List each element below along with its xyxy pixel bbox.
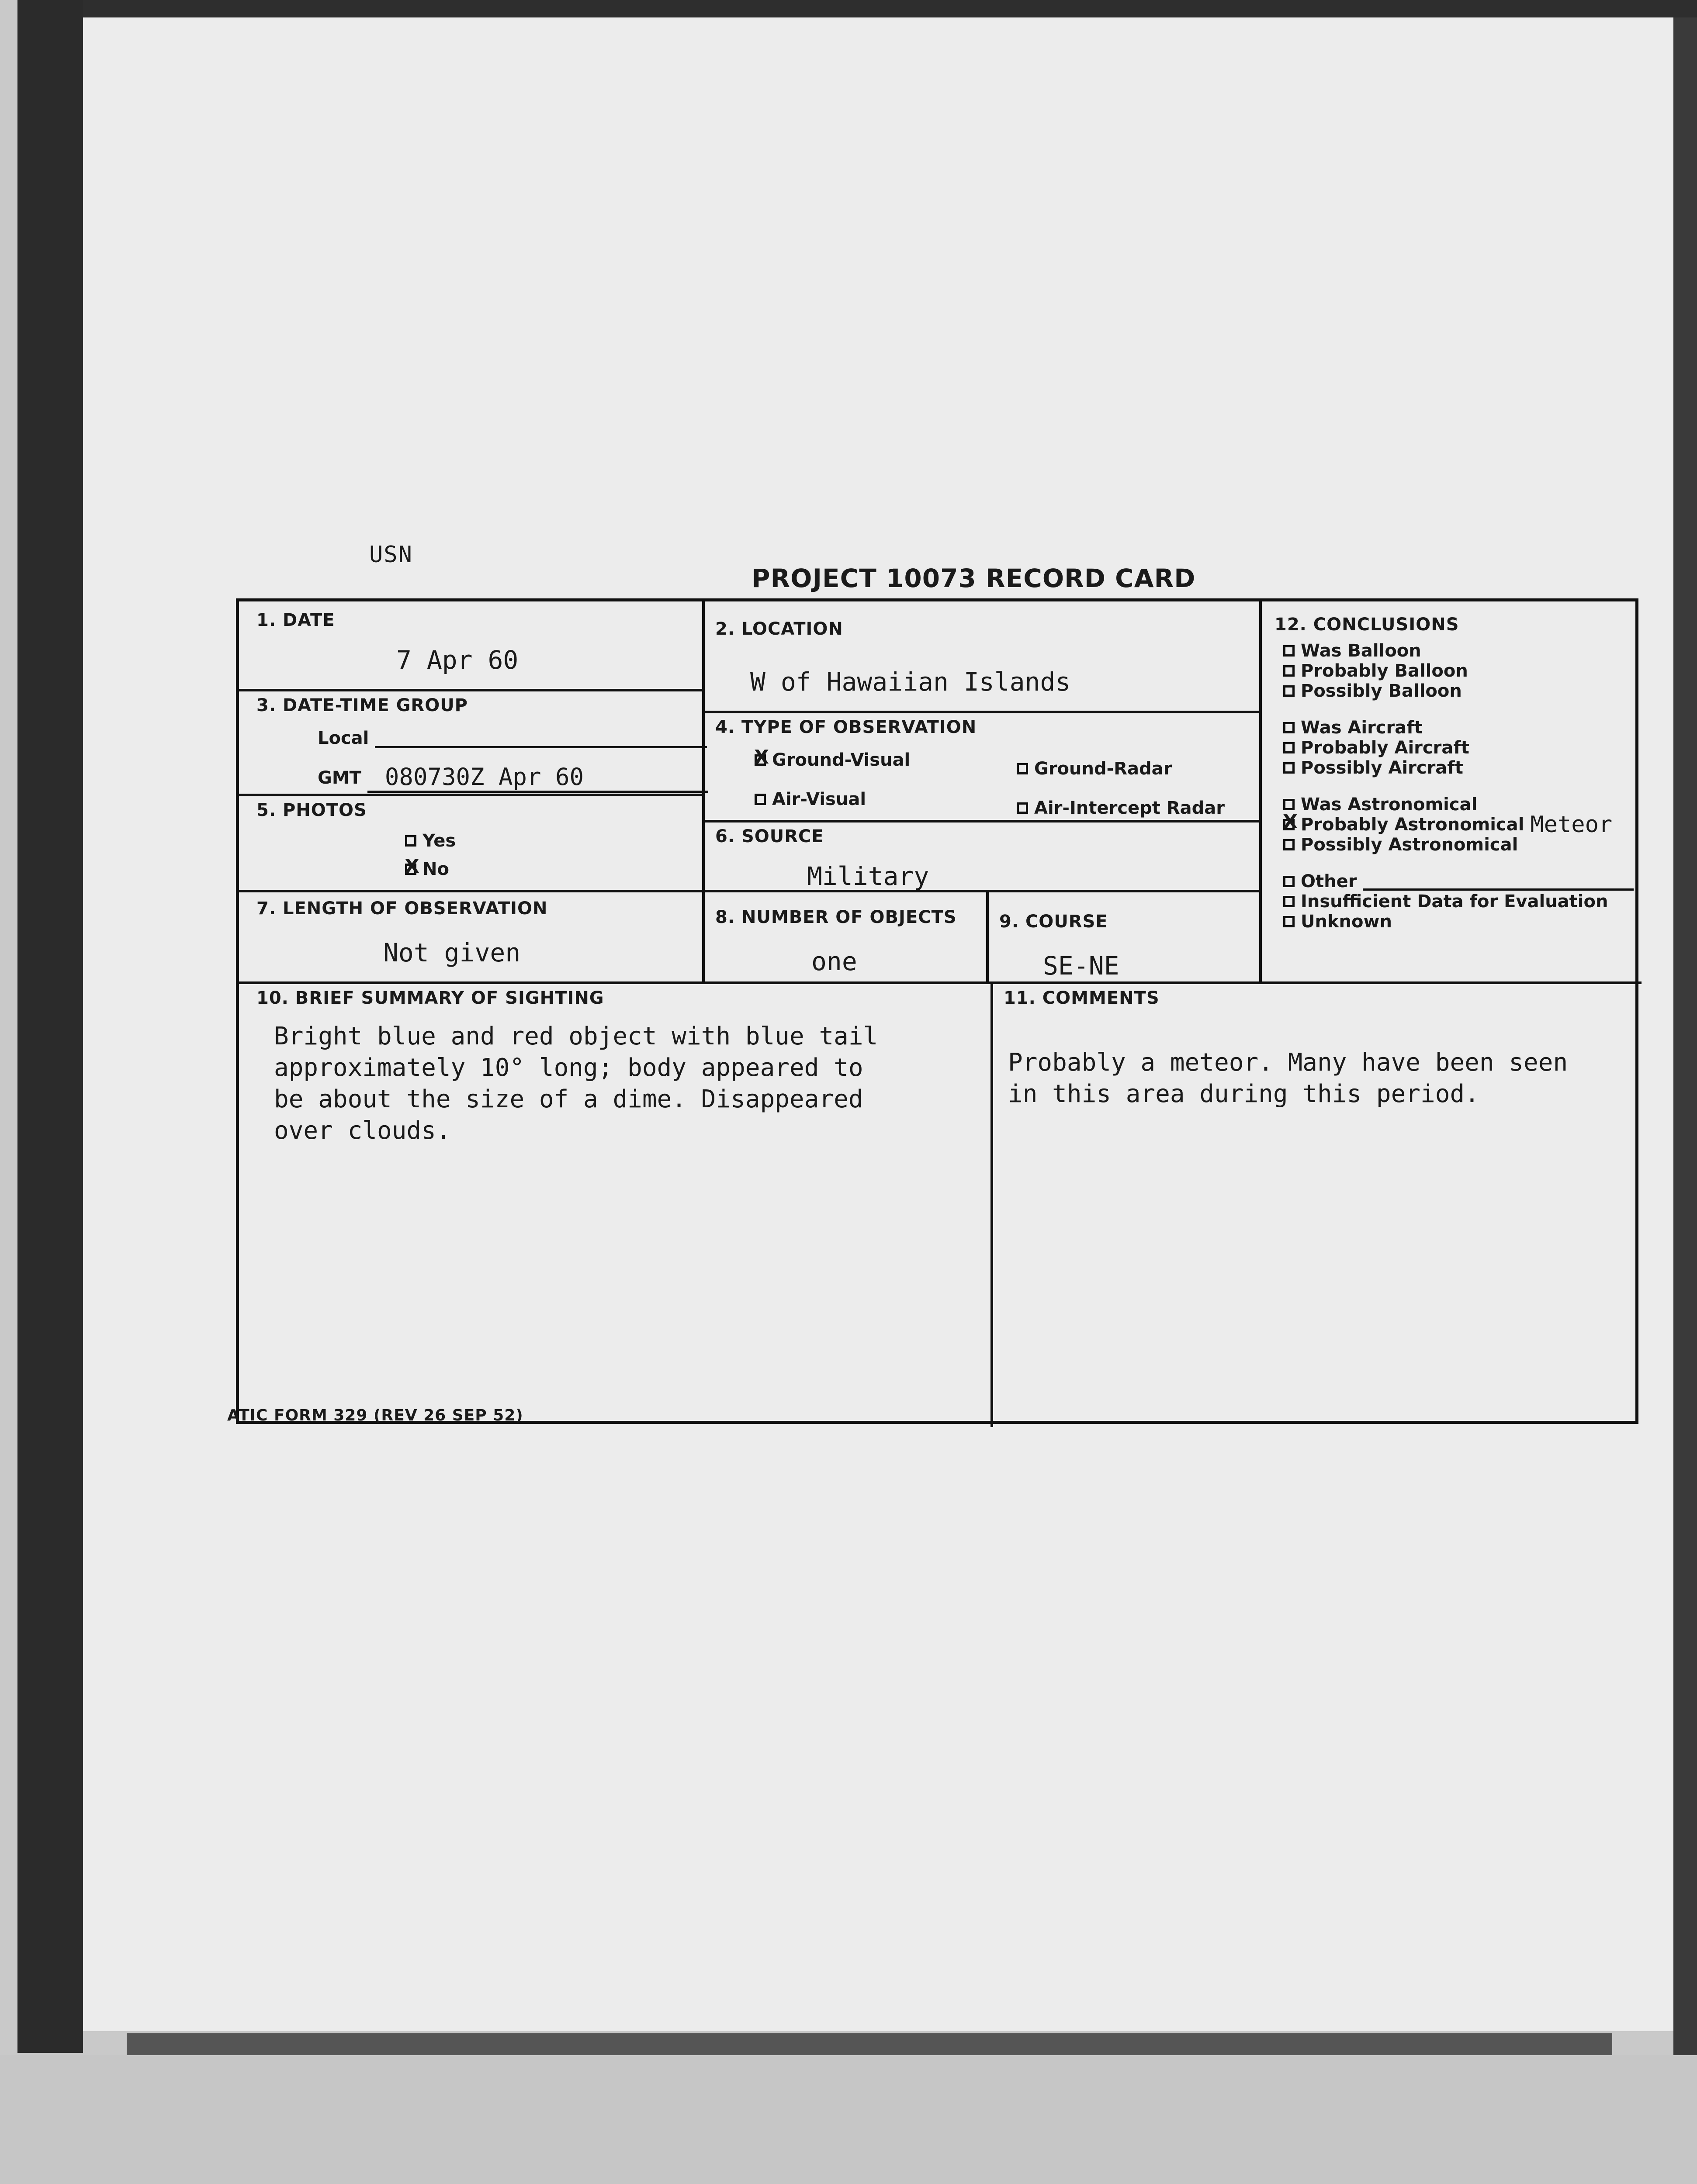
conclusion-probably-astronomical: X Probably Astronomical Meteor [1283, 815, 1634, 835]
conclusions-label: 12. CONCLUSIONS [1274, 615, 1459, 635]
divider-date-dtg [239, 689, 702, 691]
divider-conclusions [1259, 601, 1262, 981]
objects-label: 8. NUMBER OF OBJECTS [715, 907, 957, 927]
checkbox-icon [755, 754, 766, 766]
conclusion-was-balloon: Was Balloon [1283, 641, 1634, 661]
conclusion-was-aircraft: Was Aircraft [1283, 718, 1634, 738]
film-frame-right [1673, 17, 1697, 2062]
location-value: W of Hawaiian Islands [750, 667, 1071, 697]
comments-text [1008, 1047, 1568, 1110]
conclusion-other: Other [1283, 871, 1634, 892]
dtg-label: 3. DATE-TIME GROUP [256, 695, 468, 715]
dtg-gmt [318, 763, 708, 793]
checkbox-icon [1283, 762, 1295, 774]
checkbox-icon [1283, 819, 1295, 830]
comments-line: Probably a meteor. Many have been seen [1008, 1048, 1568, 1077]
document-page [83, 17, 1673, 2031]
checkbox-icon [1283, 722, 1295, 733]
checkbox-icon [1283, 665, 1295, 677]
location-label: 2. LOCATION [715, 619, 843, 639]
option-photos-yes: Yes [405, 831, 456, 851]
film-scratch-mark [66, 2180, 179, 2184]
checkbox-icon [755, 794, 766, 805]
gmt-value: 080730Z Apr 60 [367, 763, 708, 793]
form-number: ATIC FORM 329 (REV 26 SEP 52) [227, 1406, 523, 1424]
conclusion-possibly-astronomical: Possibly Astronomical [1283, 835, 1634, 855]
summary-line: Bright blue and red object with blue tail [274, 1022, 878, 1051]
course-value: SE-NE [1043, 951, 1119, 981]
date-value: 7 Apr 60 [396, 645, 519, 675]
agency-mark: USN [369, 542, 413, 568]
checkbox-icon [1283, 645, 1295, 657]
checkbox-icon [1283, 839, 1295, 850]
divider-summary-comments [990, 981, 993, 1427]
summary-line: be about the size of a dime. Disappeared [274, 1085, 863, 1113]
divider-objects-course [986, 890, 989, 981]
checkbox-icon [1017, 763, 1028, 774]
checkbox-icon [1017, 802, 1028, 814]
checkbox-icon [1283, 916, 1295, 927]
checkbox-icon [405, 835, 416, 847]
source-value: Military [807, 861, 929, 891]
summary-text [274, 1021, 878, 1147]
option-ground-visual: X Ground-Visual [755, 750, 910, 770]
observation-type-label: 4. TYPE OF OBSERVATION [715, 717, 977, 737]
page-shadow [127, 2033, 1612, 2055]
comments-label: 11. COMMENTS [1004, 988, 1160, 1008]
option-photos-no: X No [405, 859, 449, 879]
option-air-intercept-radar: Air-Intercept Radar [1017, 798, 1225, 818]
length-value: Not given [383, 938, 521, 968]
checkbox-icon [1283, 742, 1295, 753]
record-card [236, 598, 1638, 1424]
local-label: Local [318, 728, 369, 748]
summary-label: 10. BRIEF SUMMARY OF SIGHTING [256, 988, 604, 1008]
comments-line: in this area during this period. [1008, 1080, 1479, 1108]
checkbox-icon [1283, 799, 1295, 810]
divider-type-source [702, 820, 1259, 822]
conclusion-unknown: Unknown [1283, 912, 1634, 932]
objects-value: one [811, 947, 857, 976]
summary-line: approximately 10° long; body appeared to [274, 1054, 863, 1082]
film-frame-left [17, 0, 83, 2053]
option-air-visual: Air-Visual [755, 789, 866, 809]
divider-location-type [702, 711, 1259, 713]
conclusion-annotation: Meteor [1530, 812, 1613, 838]
source-label: 6. SOURCE [715, 826, 824, 847]
conclusions-list [1283, 641, 1634, 932]
date-label: 1. DATE [256, 610, 335, 630]
conclusion-possibly-balloon: Possibly Balloon [1283, 681, 1634, 701]
film-frame-top [17, 0, 1697, 17]
summary-line: over clouds. [274, 1116, 451, 1145]
course-label: 9. COURSE [999, 912, 1108, 932]
conclusion-probably-balloon: Probably Balloon [1283, 661, 1634, 681]
option-ground-radar: Ground-Radar [1017, 759, 1172, 779]
conclusion-possibly-aircraft: Possibly Aircraft [1283, 758, 1634, 778]
conclusion-insufficient-data: Insufficient Data for Evaluation [1283, 892, 1634, 912]
checkbox-icon [405, 864, 416, 875]
checkbox-icon [1283, 876, 1295, 887]
card-title: PROJECT 10073 RECORD CARD [752, 563, 1196, 593]
divider-dtg-photos [239, 794, 702, 796]
divider-row3 [239, 890, 1259, 892]
conclusion-was-astronomical: Was Astronomical [1283, 795, 1634, 815]
dtg-local [318, 728, 707, 748]
conclusion-probably-aircraft: Probably Aircraft [1283, 738, 1634, 758]
local-value [375, 729, 707, 748]
checkbox-icon [1283, 896, 1295, 907]
other-line [1363, 873, 1634, 891]
photos-label: 5. PHOTOS [256, 800, 367, 820]
checkbox-icon [1283, 685, 1295, 697]
length-label: 7. LENGTH OF OBSERVATION [256, 898, 548, 919]
divider-summary [239, 981, 1642, 984]
gmt-label: GMT [318, 768, 361, 788]
film-lower-area [0, 2055, 1697, 2184]
